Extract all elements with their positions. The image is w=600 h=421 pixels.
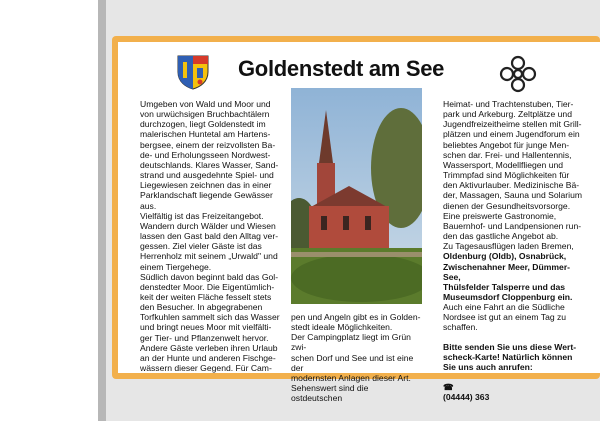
scan-edge bbox=[98, 0, 106, 421]
celtic-knot-icon bbox=[498, 54, 538, 94]
phone-line bbox=[443, 372, 583, 402]
text-column-right bbox=[443, 99, 583, 403]
activities-paragraph: Heimat- und Trachtenstuben, Tier- park und Arkeburg. Zeltplätze und Jugendfreizeitheime stellen mit Grill- plätzen und einem Jugendforum ein beliebtes Angebot für junge Men- schen dar. Frei- und Hallentennis, Wassersport, Modellfliegen und Trimmpfad sind Möglichkeiten für den Aktivurlauber. Medizinische Bä- der, Massagen, Sauna und Solarium dienen der Gesundheitsvorsorge. bbox=[443, 99, 583, 211]
page-title: Goldenstedt am See bbox=[238, 56, 445, 81]
text-column-middle bbox=[291, 312, 421, 403]
intro-paragraph: Umgeben von Wald und Moor und von urwüchsigen Bruchbachtälern durchzogen, liegt Goldenstedt im malerischen Huntetal am Hartens- bergsee, einem der reizvollsten Ba- de- und Erholungsseen Nordwest- deutschlands. Klares Wasser, Sand- strand und ausgedehnte Spiel- und Liegewiesen zeichnen das in einer Parklandschaft liegende Gewässer aus. bbox=[140, 99, 279, 211]
phone-icon: ☎ bbox=[443, 382, 454, 393]
excursions-intro: Zu Tagesausflügen laden Bremen, bbox=[443, 241, 574, 252]
campsite-paragraph: Der Campingplatz liegt im Grün zwi- schen Dorf und See und ist eine der modernsten Anlagen dieser Art. Sehenswert sind die ostdeutschen bbox=[291, 332, 414, 404]
north-sea-paragraph: Auch eine Fahrt an die Südliche Nordsee ist gut an einem Tag zu schaffen. bbox=[443, 302, 567, 333]
moor-paragraph: Südlich davon beginnt bald das Gol- denstedter Moor. Die Eigentümlich- keit der weiten Fläche fesselt stets den Besucher. In abgegrabenen Torfkuhlen sammelt sich das Wasser und bringt neues Moor mit vielfälti- ger Tier- und Pflanzenwelt hervor. Andere Gäste verleben ihren Urlaub an der Hunte und anderen Fischge- wässern dieser Gegend. Für Cam- bbox=[140, 271, 280, 374]
left-margin bbox=[0, 0, 98, 421]
text-column-left bbox=[140, 99, 280, 373]
phone-number: (04444) 363 bbox=[443, 392, 490, 403]
leisure-paragraph: Vielfältig ist das Freizeitangebot. Wandern durch Wälder und Wiesen lassen den Gast bald den Alltag ver- gessen. Ziel vieler Gäste ist das Herrenholz mit seinem „Urwald" und einem Tiergehege. bbox=[140, 210, 279, 272]
coat-of-arms-icon bbox=[176, 54, 210, 90]
call-to-action: Bitte senden Sie uns diese Wert- scheck-Karte! Natürlich können Sie uns auch anrufen: bbox=[443, 341, 577, 372]
church-photo bbox=[291, 88, 422, 304]
gastronomy-paragraph: Eine preiswerte Gastronomie, Bauernhof- und Landpensionen run- den das gastliche Angebot ab. bbox=[443, 210, 582, 242]
excursion-places: Oldenburg (Oldb), Osnabrück, Zwischenahner Meer, Dümmer-See, Thülsfelder Talsperre und das Museumsdorf Cloppenburg ein. bbox=[443, 251, 573, 302]
camping-paragraph: pen und Angeln gibt es in Golden- stedt ideale Möglichkeiten. bbox=[291, 312, 421, 333]
